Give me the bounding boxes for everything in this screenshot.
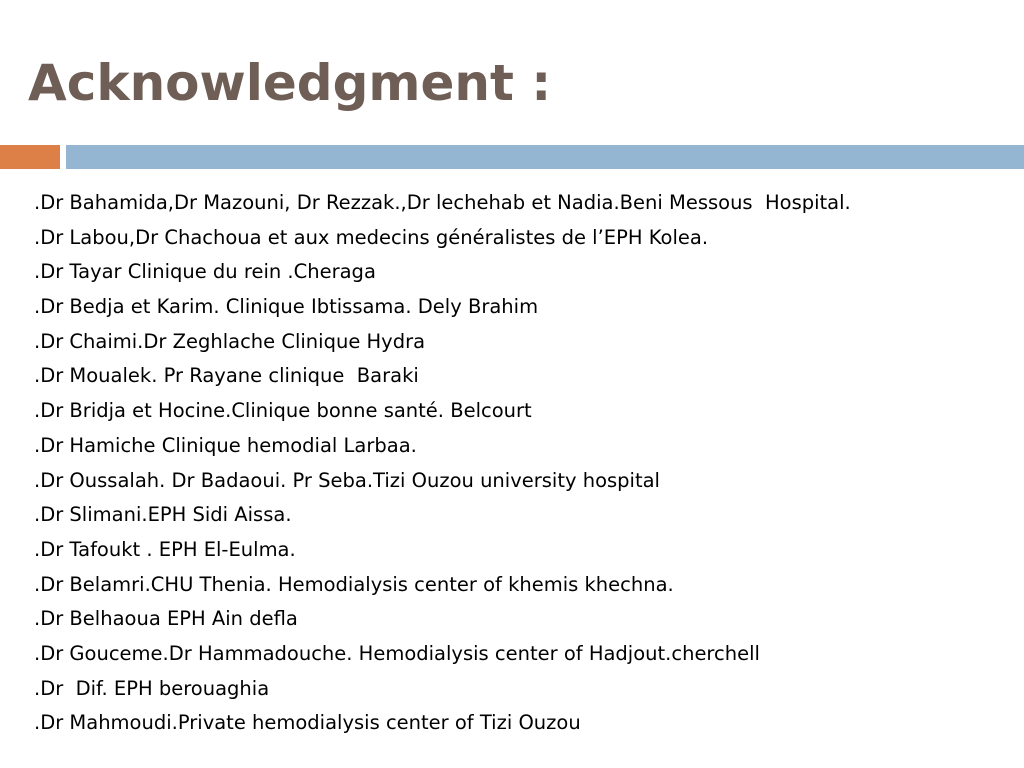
list-item: .Dr Bridja et Hocine.Clinique bonne santé. Belcourt [34,399,532,423]
list-item: .Dr Dif. EPH berouaghia [34,676,270,700]
accent-bar-orange [0,145,60,169]
list-item: .Dr Belhaoua EPH Ain defla [34,607,298,631]
list-item: .Dr Chaimi.Dr Zeghlache Clinique Hydra [34,329,426,353]
list-item: .Dr Hamiche Clinique hemodial Larbaa. [34,433,417,457]
list-item: .Dr Moualek. Pr Rayane clinique Baraki [34,364,419,388]
list-item: .Dr Bedja et Karim. Clinique Ibtissama. Dely Brahim [34,295,539,319]
list-item: .Dr Tafoukt . EPH El-Eulma. [34,537,296,561]
list-item: .Dr Mahmoudi.Private hemodialysis center of Tizi Ouzou [34,711,581,735]
list-item: .Dr Slimani.EPH Sidi Aissa. [34,503,292,527]
list-item: .Dr Oussalah. Dr Badaoui. Pr Seba.Tizi Ouzou university hospital [34,468,660,492]
list-item: .Dr Belamri.CHU Thenia. Hemodialysis center of khemis khechna. [34,572,674,596]
acknowledgment-list [34,186,851,741]
list-item: .Dr Labou,Dr Chachoua et aux medecins généralistes de l’EPH Kolea. [34,225,709,249]
list-item: .Dr Gouceme.Dr Hammadouche. Hemodialysis center of Hadjout.cherchell [34,641,760,665]
list-item: .Dr Bahamida,Dr Mazouni, Dr Rezzak.,Dr lechehab et Nadia.Beni Messous Hospital. [34,191,851,214]
accent-bar-blue [66,145,1024,169]
slide-title: Acknowledgment : [28,54,552,112]
list-item: .Dr Tayar Clinique du rein .Cheraga [34,260,376,284]
